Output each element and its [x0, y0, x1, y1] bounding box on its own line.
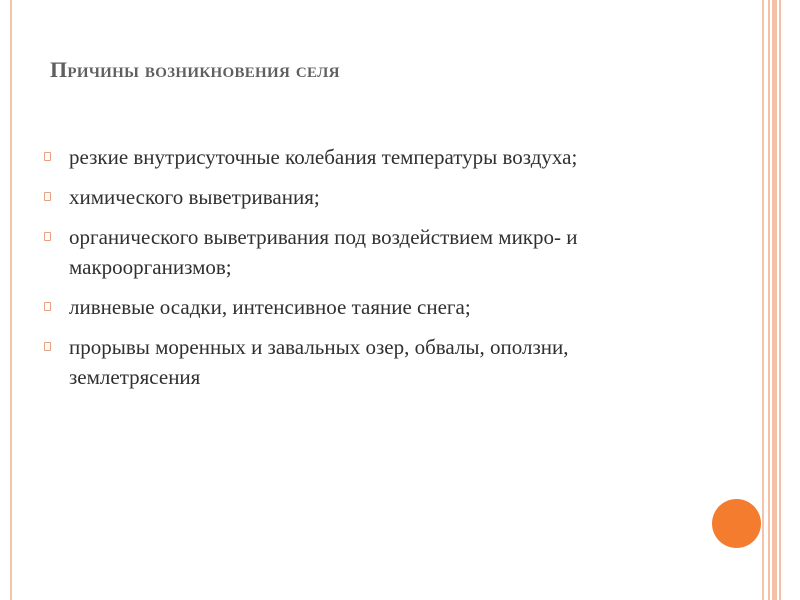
decorative-stripe: [768, 0, 770, 600]
square-bullet-icon: [44, 302, 51, 311]
square-bullet-icon: [44, 232, 51, 241]
bullet-text: химического выветривания;: [69, 185, 320, 209]
bullet-text: резкие внутрисуточные колебания температуры воздуха;: [69, 145, 578, 169]
bullet-text: ливневые осадки, интенсивное таяние снега;: [69, 295, 471, 319]
accent-dot: [712, 499, 761, 548]
bullet-list: [44, 142, 684, 402]
bullet-item: [44, 182, 684, 212]
square-bullet-icon: [44, 152, 51, 161]
decorative-stripe: [772, 0, 777, 600]
slide-title-text: Причины возникновения селя: [50, 57, 340, 82]
bullet-item: [44, 142, 684, 172]
decorative-stripe: [779, 0, 781, 600]
bullet-item: [44, 332, 684, 392]
bullet-item: [44, 222, 684, 282]
bullet-text: прорывы моренных и завальных озер, обвалы, оползни, землетрясения: [69, 335, 569, 389]
square-bullet-icon: [44, 342, 51, 351]
slide-title: [50, 57, 740, 83]
bullet-item: [44, 292, 684, 322]
square-bullet-icon: [44, 192, 51, 201]
bullet-text: органического выветривания под воздействием микро- и макроорганизмов;: [69, 225, 578, 279]
